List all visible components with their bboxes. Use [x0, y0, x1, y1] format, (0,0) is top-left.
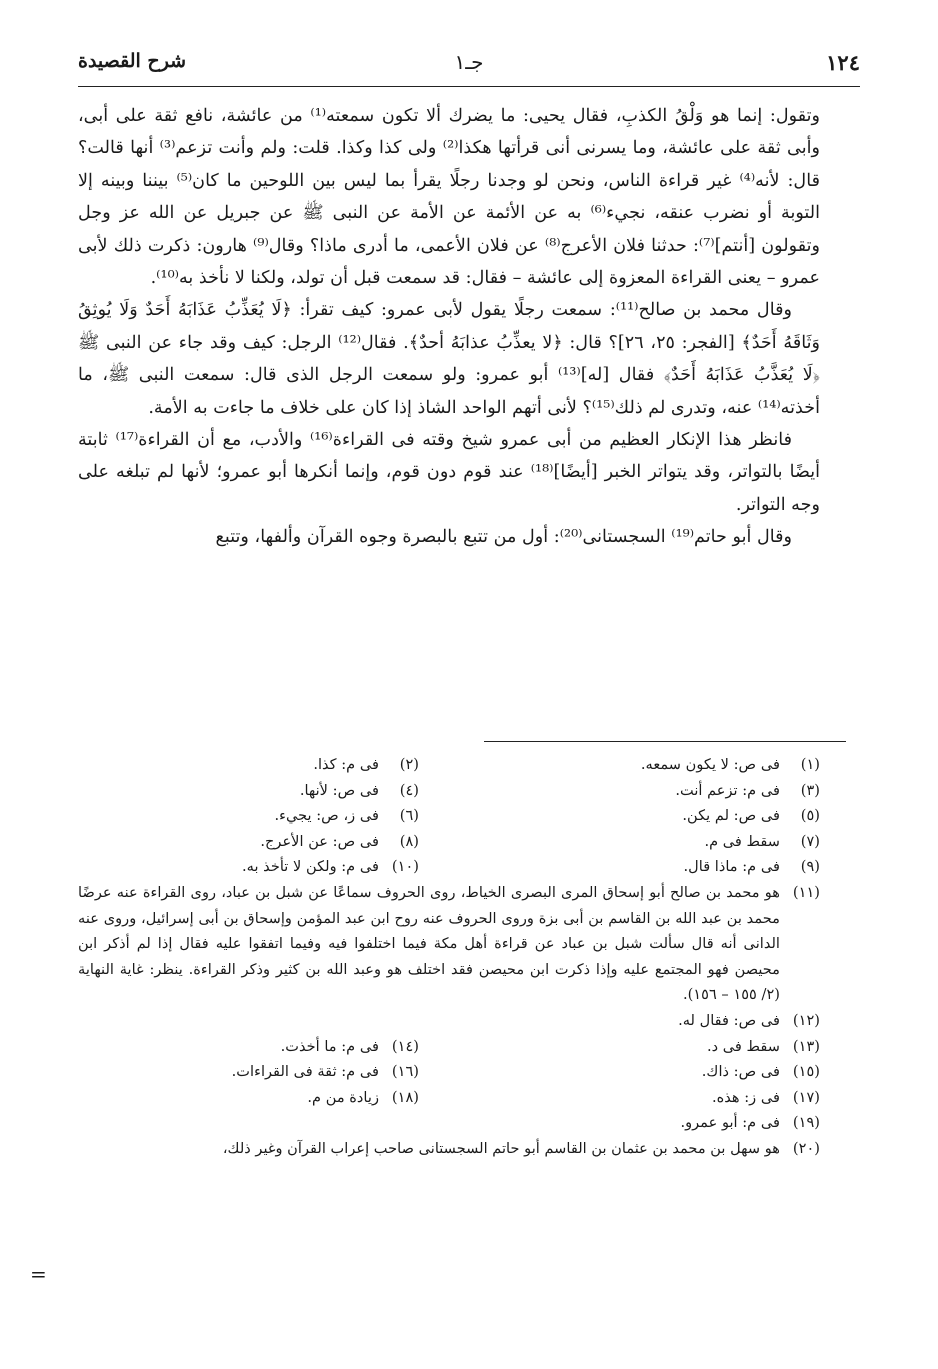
- footnote: (١٣) سقط فى د.: [706, 1037, 820, 1055]
- footnotes: [78, 752, 820, 1162]
- footnote: (١٤) فى م: ما أخذت.: [280, 1037, 419, 1055]
- paragraph: وقال أبو حاتم⁽¹⁹⁾ السجستانى⁽²⁰⁾: أول من تتبع بالبصرة وجوه القرآن وألفها، وتتبع: [215, 527, 792, 548]
- footnote: (٧) سقط فى م.: [704, 832, 820, 850]
- footnote: (١٢) فى ص: فقال له.: [678, 1011, 820, 1029]
- footnote: (٥) فى ص: لم يكن.: [682, 807, 820, 825]
- footnote: (٢) فى م: كذا.: [313, 756, 419, 773]
- page-number: ١٢٤: [826, 50, 860, 75]
- volume-label: جـ١: [454, 50, 484, 74]
- footnotes-grid-1: [78, 752, 820, 880]
- main-text: [78, 100, 820, 554]
- running-header: [78, 44, 860, 86]
- paragraph: وتقول: إنما هو وَلْقُ الكذبِ، فقال يحيى: ما يضرك ألا تكون سمعته⁽¹⁾ من عائشة، نافع ثقة على أبى، وأبى ثقة على عائشة، وما يسرنى أنى قرأتها هكذا⁽²⁾ ولى كذا وكذا. قلت: ولم وأنت تزعم⁽³⁾ أنها قالت؟ قال: لأنه⁽⁴⁾ غير قراءة الناس، ونحن لو وجدنا رجلًا يقرأ بما ليس بين اللوحين ما كان⁽⁵⁾ بيننا وبينه إلا التوبة أو نضرب عنقه، نجيء⁽⁶⁾ به عن الأئمة عن الأمة عن النبى ﷺ عن جبريل عن الله عز وجل وتقولون [أنتم]⁽⁷⁾: حدثنا فلان الأعرج⁽⁸⁾ عن فلان الأعمى، ما أدرى ماذا؟ وقال⁽⁹⁾ هارون: ذكرت ذلك لأبى عمرو – يعنى القراءة المعزوة إلى عائشة – فقال: قد سمعت قبل أن تولد، ولكنا لا نأخذ به⁽¹⁰⁾.: [78, 106, 820, 289]
- footnote: (١) فى ص: لا يكون سمعه.: [640, 756, 820, 773]
- footnote-long: (١١) هو محمد بن صالح أبو إسحاق المرى البصرى الخياط، روى الحروف سماعًا عن شبل بن عباد، روى القراءة عنه عرضًا محمد بن عبد الله بن القاسم بن أبى بزة وروى الحروف عنه روح ابن عبد المؤمن وإسحاق بن أبى إسرائيل، وروى عنه الدانى أنه قال سألت شبل بن عباد عن قراءة أهل مكة فيما اختلفوا فيه وفيما اتفقوا عليه فقال إذا لم أذكر ابن محيصن فهو المجتمع عليه وإذا ذكرت ابن محيصن فقد اختلف هو وعبد الله بن كثير وذكر القراءة. ينظر: غاية النهاية (٢/ ١٥٥ – ١٥٦).: [78, 883, 820, 1004]
- header-rule: [78, 86, 860, 87]
- footnote: (١٧) فى ز: هذه.: [711, 1088, 820, 1106]
- footnote: (١٠) فى م: ولكن لا تأخذ به.: [242, 858, 419, 876]
- footnote: (٣) فى م: تزعم أنت.: [675, 781, 820, 799]
- footnote: (٢٠) هو سهل بن محمد بن عثمان بن القاسم أبو حاتم السجستانى صاحب إعراب القرآن وغير ذلك،: [222, 1139, 820, 1157]
- footnote: (٤) فى ص: لأنها.: [299, 781, 419, 799]
- footnote: (٩) فى م: ماذا قال.: [683, 858, 820, 876]
- footnote: (١٨) زيادة من م.: [307, 1088, 419, 1106]
- footnote: (٨) فى ص: عن الأعرج.: [260, 832, 419, 850]
- footnote: (١٩) فى م: أبو عمرو.: [680, 1114, 820, 1132]
- footnote-rule: [484, 741, 846, 742]
- footnote: (٦) فى ز، ص: يجيء.: [274, 807, 419, 825]
- book-title: شرح القصيدة: [78, 50, 187, 72]
- continuation-mark: =: [30, 1262, 47, 1286]
- footnotes-grid-2: [78, 1034, 820, 1111]
- footnote: (١٥) فى ص: ذاك.: [701, 1063, 820, 1081]
- paragraph: وقال محمد بن صالح⁽¹¹⁾: سمعت رجلًا يقول لأبى عمرو: كيف تقرأ: ﴿لَا يُعَذِّبُ عَذَابَهُ أَحَدٌ وَلَا يُوثِقُ وَثَاقَهُ أَحَدٌ﴾ [الفجر: ٢٥، ٢٦]؟ قال: ﴿لا يعذِّبُ عذابَهُ أحدٌ﴾. فقال⁽¹²⁾ الرجل: كيف وقد جاء عن النبى ﷺ ﴿لَا يُعَذَّبُ عَذَابَهُ أَحَدٌ﴾ فقال [له]⁽¹³⁾ أبو عمرو: ولو سمعت الرجل الذى قال: سمعت النبى ﷺ، ما أخذته⁽¹⁴⁾ عنه، وتدرى لم ذلك⁽¹⁵⁾؟ لأنى أتهم الواحد الشاذ إذا كان على خلاف ما جاءت به الأمة.: [78, 300, 820, 418]
- paragraph: فانظر هذا الإنكار العظيم من أبى عمرو شيخ وقته فى القراءة⁽¹⁶⁾ والأدب، مع أن القراءة⁽¹⁷⁾ ثابتة أيضًا بالتواتر، وقد يتواتر الخبر [أيضًا]⁽¹⁸⁾ عند قوم دون قوم، وإنما أنكرها أبو عمرو؛ لأنها لم تبلغه على وجه التواتر.: [78, 430, 820, 515]
- footnote: (١٦) فى م: ثقة فى القراءات.: [231, 1063, 419, 1081]
